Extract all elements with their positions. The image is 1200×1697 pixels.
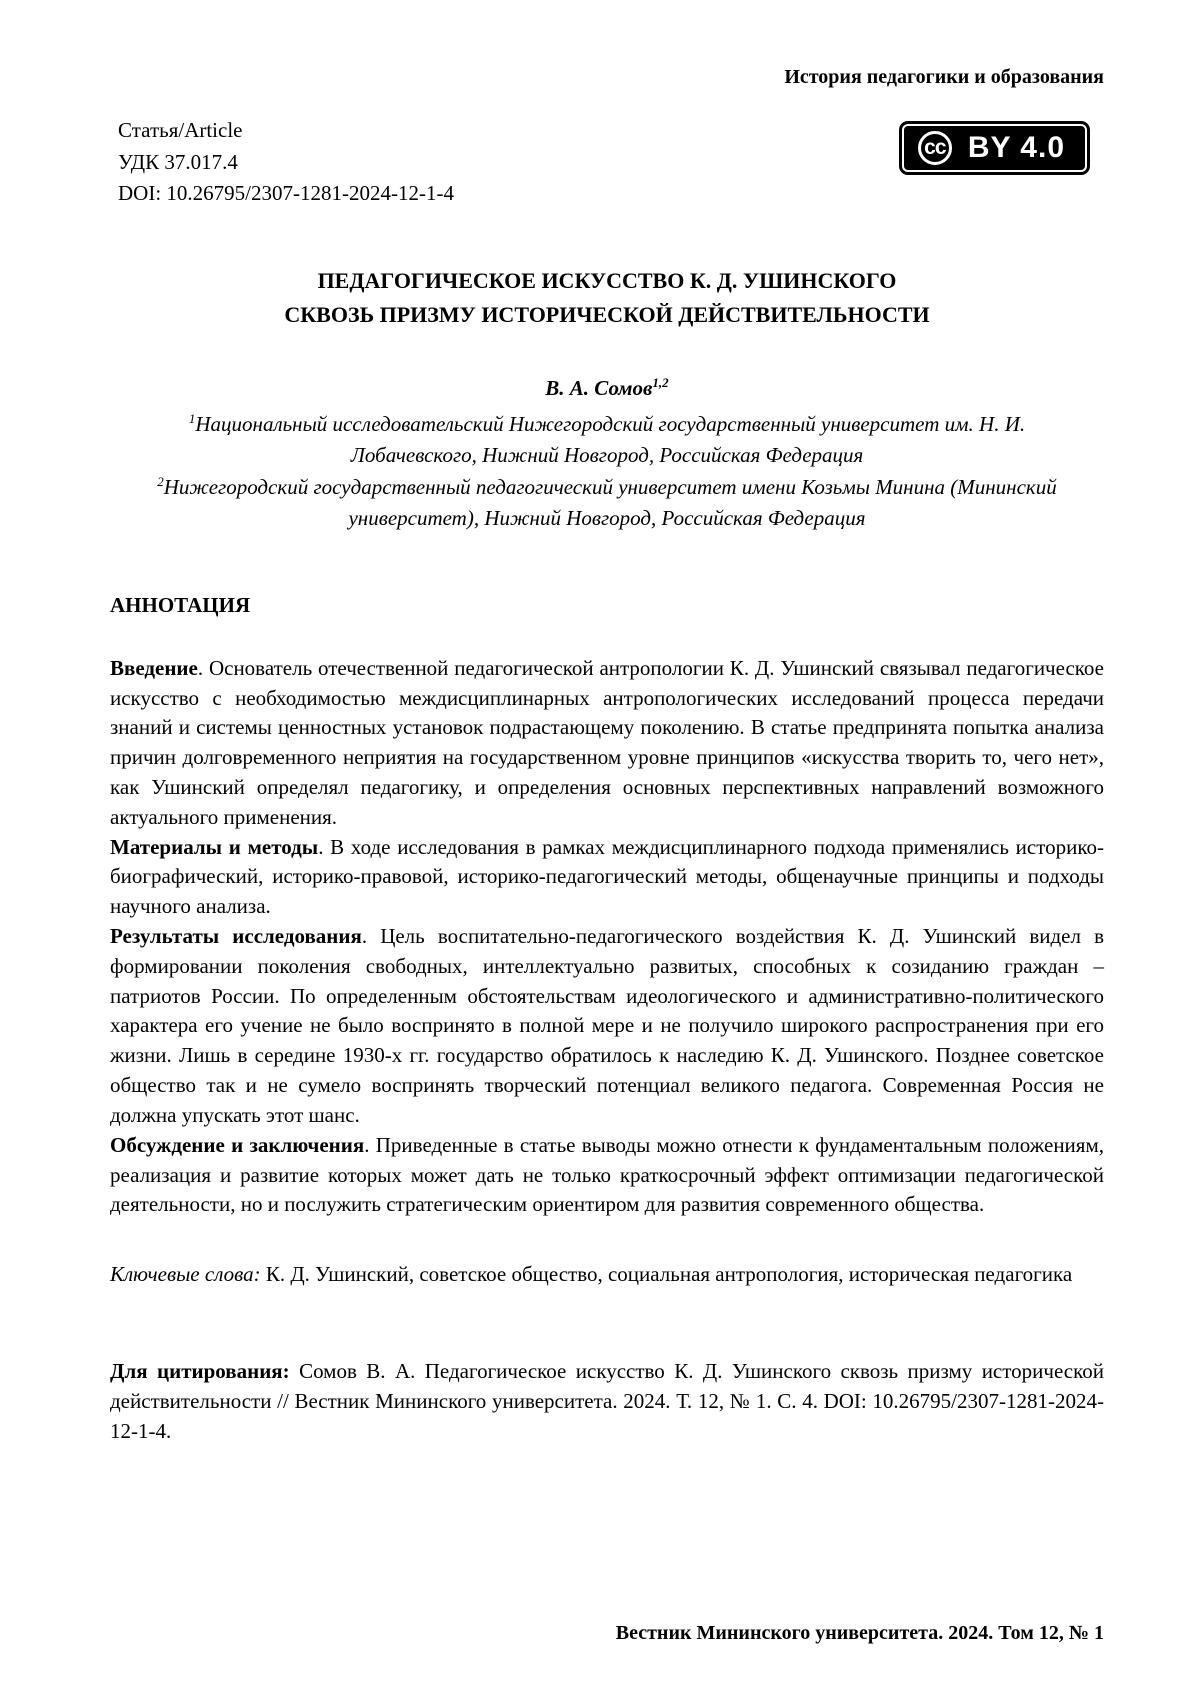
affiliation-1-sup: 1 — [188, 410, 196, 426]
abstract-section-materials-methods-text: . В ходе исследования в рамках междисциплинарного подхода применялись историко-биографический, историко-правовой, историко-педагогический методы, общенаучные принципы и подходы научного анализа. — [110, 834, 1104, 919]
abstract-section-introduction-lead: Введение — [110, 655, 198, 680]
keywords-lead: Ключевые слова: — [110, 1262, 261, 1287]
article-title — [110, 264, 1104, 332]
cc-badge-inner — [902, 124, 1087, 172]
article-title-line2: СКВОЗЬ ПРИЗМУ ИСТОРИЧЕСКОЙ ДЕЙСТВИТЕЛЬНОСТИ — [284, 301, 930, 327]
abstract-body — [110, 654, 1104, 1220]
cc-license-label: BY 4.0 — [967, 131, 1065, 164]
keywords-text: К. Д. Ушинский, советское общество, социальная антропология, историческая педагогика — [260, 1262, 1073, 1287]
udk-number: УДК 37.017.4 — [118, 149, 238, 174]
article-title-line1: ПЕДАГОГИЧЕСКОЕ ИСКУССТВО К. Д. УШИНСКОГО — [317, 267, 897, 293]
affiliation-1-text: Национальный исследовательский Нижегородский государственный университет им. Н. И. Лобачевского, Нижний Новгород, Российская Федерация — [195, 411, 1026, 468]
abstract-section-results-lead: Результаты исследования — [110, 924, 362, 948]
citation-block — [110, 1357, 1104, 1446]
abstract-section-materials-methods-lead: Материалы и методы — [110, 834, 319, 859]
abstract-section-discussion-lead: Обсуждение и заключения — [110, 1132, 365, 1157]
cc-icon: cc — [918, 131, 952, 165]
author-line — [110, 376, 1104, 401]
article-type: Статья/Article — [118, 118, 243, 142]
affiliation-1 — [157, 409, 1057, 472]
keywords-block — [110, 1260, 1104, 1290]
abstract-section-introduction-text: . Основатель отечественной педагогической антропологии К. Д. Ушинский связывал педагогическое искусство с необходимостью междисциплинарных антропологических исследований процесса передачи знаний и системы ценностных установок подрастающему поколению. В статье предпринята попытка анализа причин долговременного неприятия на государственном уровне принципов «искусства творить то, чего нет», как Ушинский определял педагогику, и определения основных перспективных направлений возможного актуального применения. — [110, 655, 1104, 829]
citation-lead: Для цитирования: — [110, 1358, 290, 1383]
meta-row — [110, 115, 1104, 210]
article-meta — [110, 115, 454, 210]
abstract-section-results — [110, 922, 1104, 1131]
affiliations — [110, 409, 1104, 535]
author-affiliation-sup: 1,2 — [652, 374, 669, 390]
abstract-section-discussion-text: . Приведенные в статье выводы можно отнести к фундаментальным положениям, реализация и развитие которых может дать не только краткосрочный эффект оптимизации педагогической деятельности, но и послужить стратегическим ориентиром для развития современного общества. — [110, 1132, 1104, 1217]
affiliation-2-text: Нижегородский государственный педагогический университет имени Козьмы Минина (Мининский университет), Нижний Новгород, Российская Федерация — [163, 474, 1057, 531]
affiliation-2 — [157, 472, 1057, 535]
citation-text: Сомов В. А. Педагогическое искусство К. Д. Ушинского сквозь призму исторической действительности // Вестник Мининского университета. 2024. Т. 12, № 1. С. 4. DOI: 10.26795/2307-1281-2024-12-1-4. — [110, 1358, 1104, 1443]
affiliation-2-sup: 2 — [157, 473, 164, 489]
abstract-section-introduction — [110, 654, 1104, 833]
journal-section-header: История педагогики и образования — [784, 66, 1104, 88]
author-name: В. А. Сомов — [545, 375, 653, 400]
abstract-section-results-text: . Цель воспитательно-педагогического воздействия К. Д. Ушинский видел в формировании поколения свободных, интеллектуально развитых, способных к созиданию граждан – патриотов России. По определенным обстоятельствам идеологического и административно-политического характера его учение не было воспринято в полной мере и не получило широкого распространения при его жизни. Лишь в середине 1930-х гг. государство обратилось к наследию К. Д. Ушинского. Позднее советское общество так и не сумело воспринять творческий потенциал великого педагога. Современная Россия не должна упускать этот шанс. — [110, 924, 1104, 1127]
abstract-heading: АННОТАЦИЯ — [110, 592, 251, 617]
doi-number: DOI: 10.26795/2307-1281-2024-12-1-4 — [118, 181, 454, 205]
cc-by-license-badge — [899, 121, 1090, 175]
abstract-section-materials-methods — [110, 833, 1104, 922]
abstract-section-discussion — [110, 1131, 1104, 1220]
journal-footer: Вестник Мининского университета. 2024. Том 12, № 1 — [615, 1622, 1104, 1644]
